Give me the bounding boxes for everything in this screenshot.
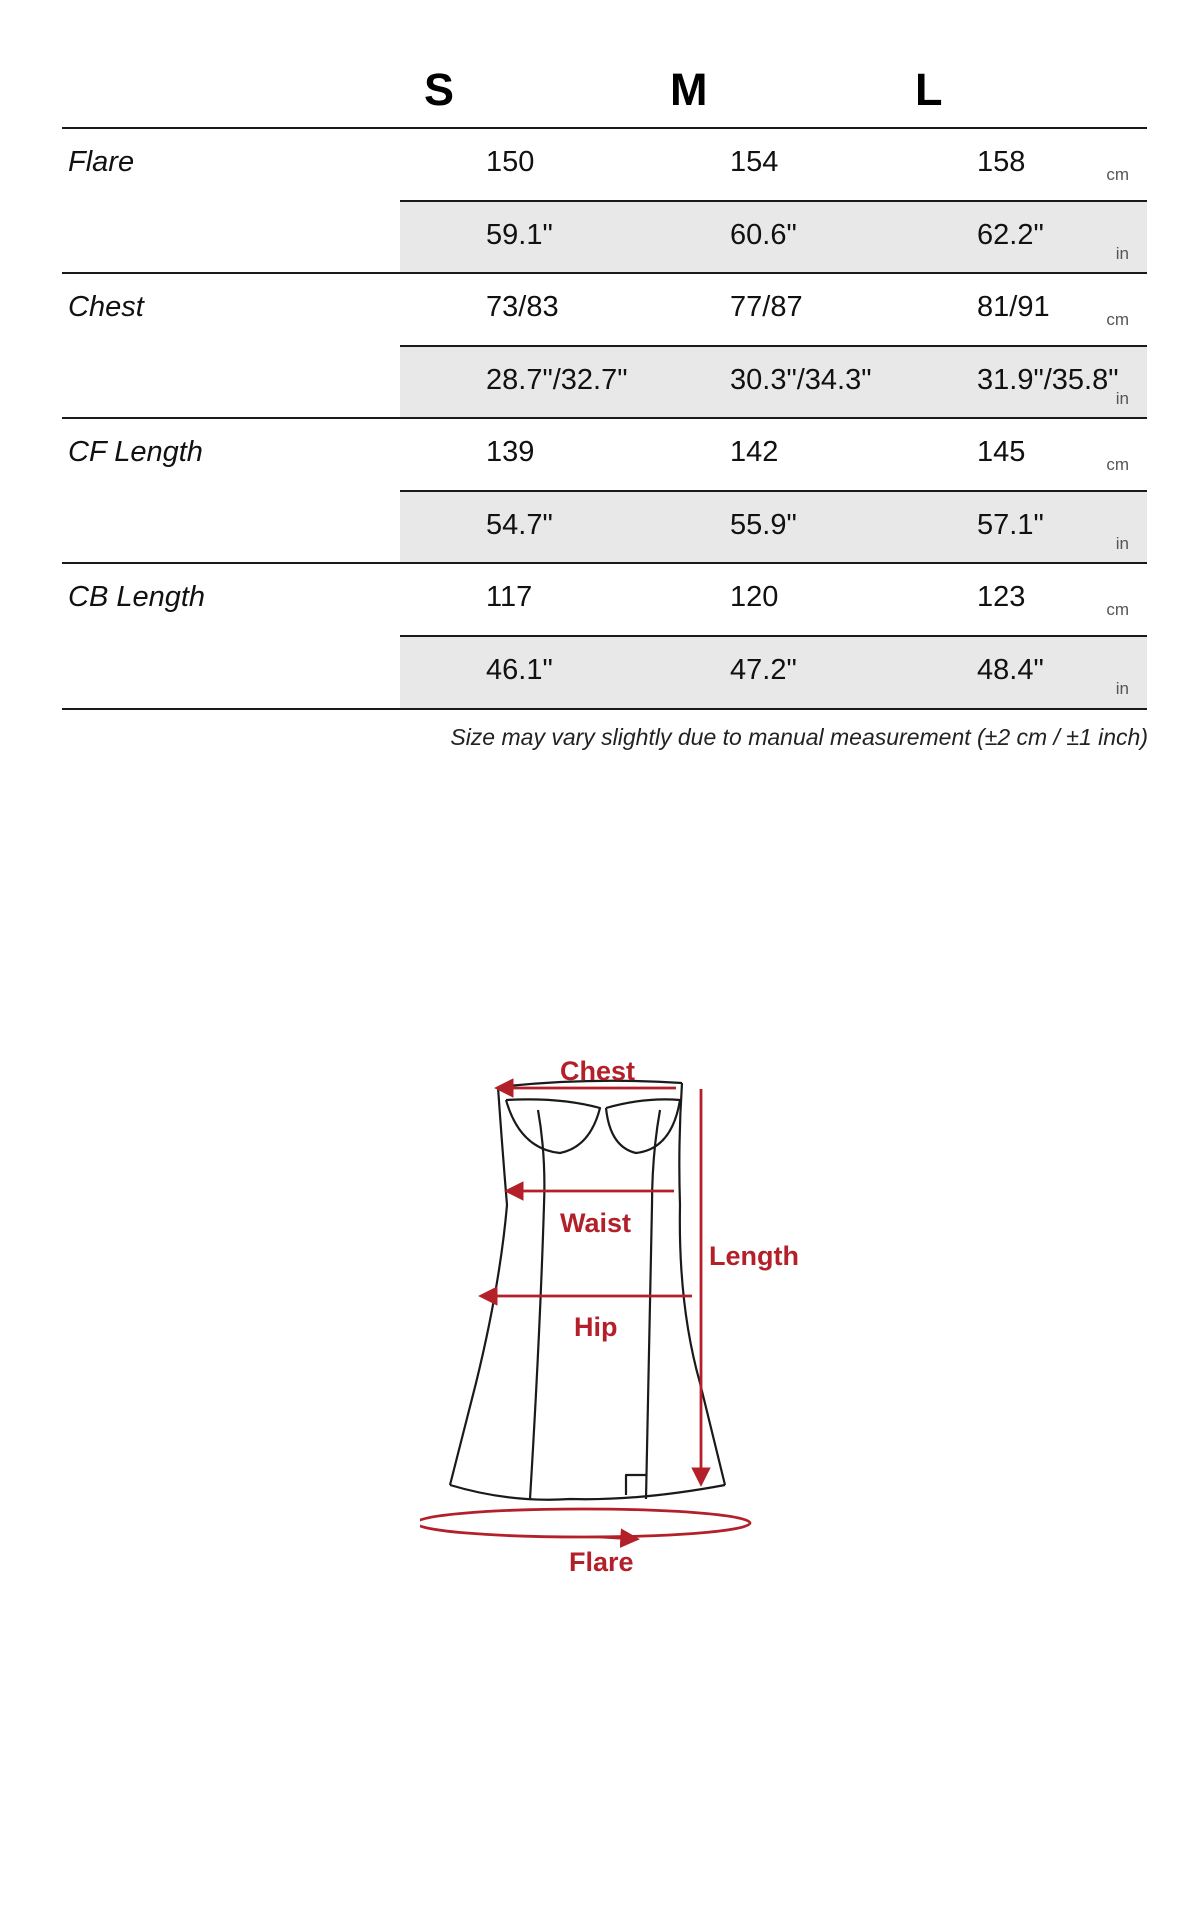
measurement-label: CB Length	[68, 581, 206, 613]
unit-cm: cm	[1106, 310, 1129, 329]
value-l-cm: 145	[977, 436, 1026, 468]
value-m-in: 55.9"	[730, 509, 797, 541]
chest-label: Chest	[560, 1056, 636, 1086]
value-l-in: 48.4"	[977, 654, 1044, 686]
value-s-cm: 139	[486, 436, 535, 468]
measurement-label: Chest	[68, 291, 144, 323]
unit-cm: cm	[1106, 600, 1129, 619]
value-m-in: 30.3"/34.3"	[730, 364, 872, 396]
value-m-cm: 154	[730, 146, 779, 178]
value-m-cm: 142	[730, 436, 779, 468]
value-l-in: 57.1"	[977, 509, 1044, 541]
dress-measurement-diagram	[420, 1035, 800, 1595]
unit-in: in	[1115, 389, 1129, 408]
divider	[62, 708, 1147, 710]
value-l-cm: 158	[977, 146, 1026, 178]
unit-in: in	[1115, 244, 1129, 263]
cm-row	[400, 274, 1147, 345]
dress-outline	[450, 1081, 725, 1500]
value-s-cm: 150	[486, 146, 535, 178]
hip-label: Hip	[574, 1312, 618, 1342]
measurement-group-flare	[62, 128, 1147, 273]
value-l-in: 31.9"/35.8"	[977, 364, 1119, 396]
size-header-row	[62, 64, 1147, 128]
value-m-cm: 120	[730, 581, 779, 613]
value-l-cm: 123	[977, 581, 1026, 613]
measurement-note: Size may vary slightly due to manual measurement (±2 cm / ±1 inch)	[450, 724, 1148, 750]
in-row	[400, 637, 1147, 708]
value-s-in: 46.1"	[486, 654, 553, 686]
in-row	[400, 492, 1147, 563]
cm-row	[400, 129, 1147, 200]
length-label: Length	[709, 1241, 799, 1271]
unit-cm: cm	[1106, 455, 1129, 474]
waist-label: Waist	[560, 1208, 632, 1238]
measurement-group-cf-length	[62, 418, 1147, 563]
value-l-cm: 81/91	[977, 291, 1050, 323]
cm-row	[400, 564, 1147, 635]
value-m-in: 60.6"	[730, 219, 797, 251]
size-s-header: S	[424, 64, 455, 115]
cm-row	[400, 419, 1147, 490]
unit-in: in	[1115, 534, 1129, 553]
value-s-in: 28.7"/32.7"	[486, 364, 628, 396]
in-row	[400, 202, 1147, 273]
flare-label: Flare	[569, 1547, 634, 1577]
measurement-label: Flare	[68, 146, 135, 178]
value-s-in: 54.7"	[486, 509, 553, 541]
value-m-cm: 77/87	[730, 291, 803, 323]
unit-cm: cm	[1106, 165, 1129, 184]
size-l-header: L	[915, 64, 943, 115]
value-s-cm: 73/83	[486, 291, 559, 323]
measurement-group-chest	[62, 273, 1147, 418]
value-s-cm: 117	[486, 581, 533, 613]
in-row	[400, 347, 1147, 418]
value-l-in: 62.2"	[977, 219, 1044, 251]
unit-in: in	[1115, 679, 1129, 698]
measurement-label: CF Length	[68, 436, 203, 468]
value-m-in: 47.2"	[730, 654, 797, 686]
measurement-group-cb-length	[62, 563, 1147, 708]
size-chart-table	[62, 64, 1147, 708]
size-m-header: M	[670, 64, 708, 115]
value-s-in: 59.1"	[486, 219, 553, 251]
